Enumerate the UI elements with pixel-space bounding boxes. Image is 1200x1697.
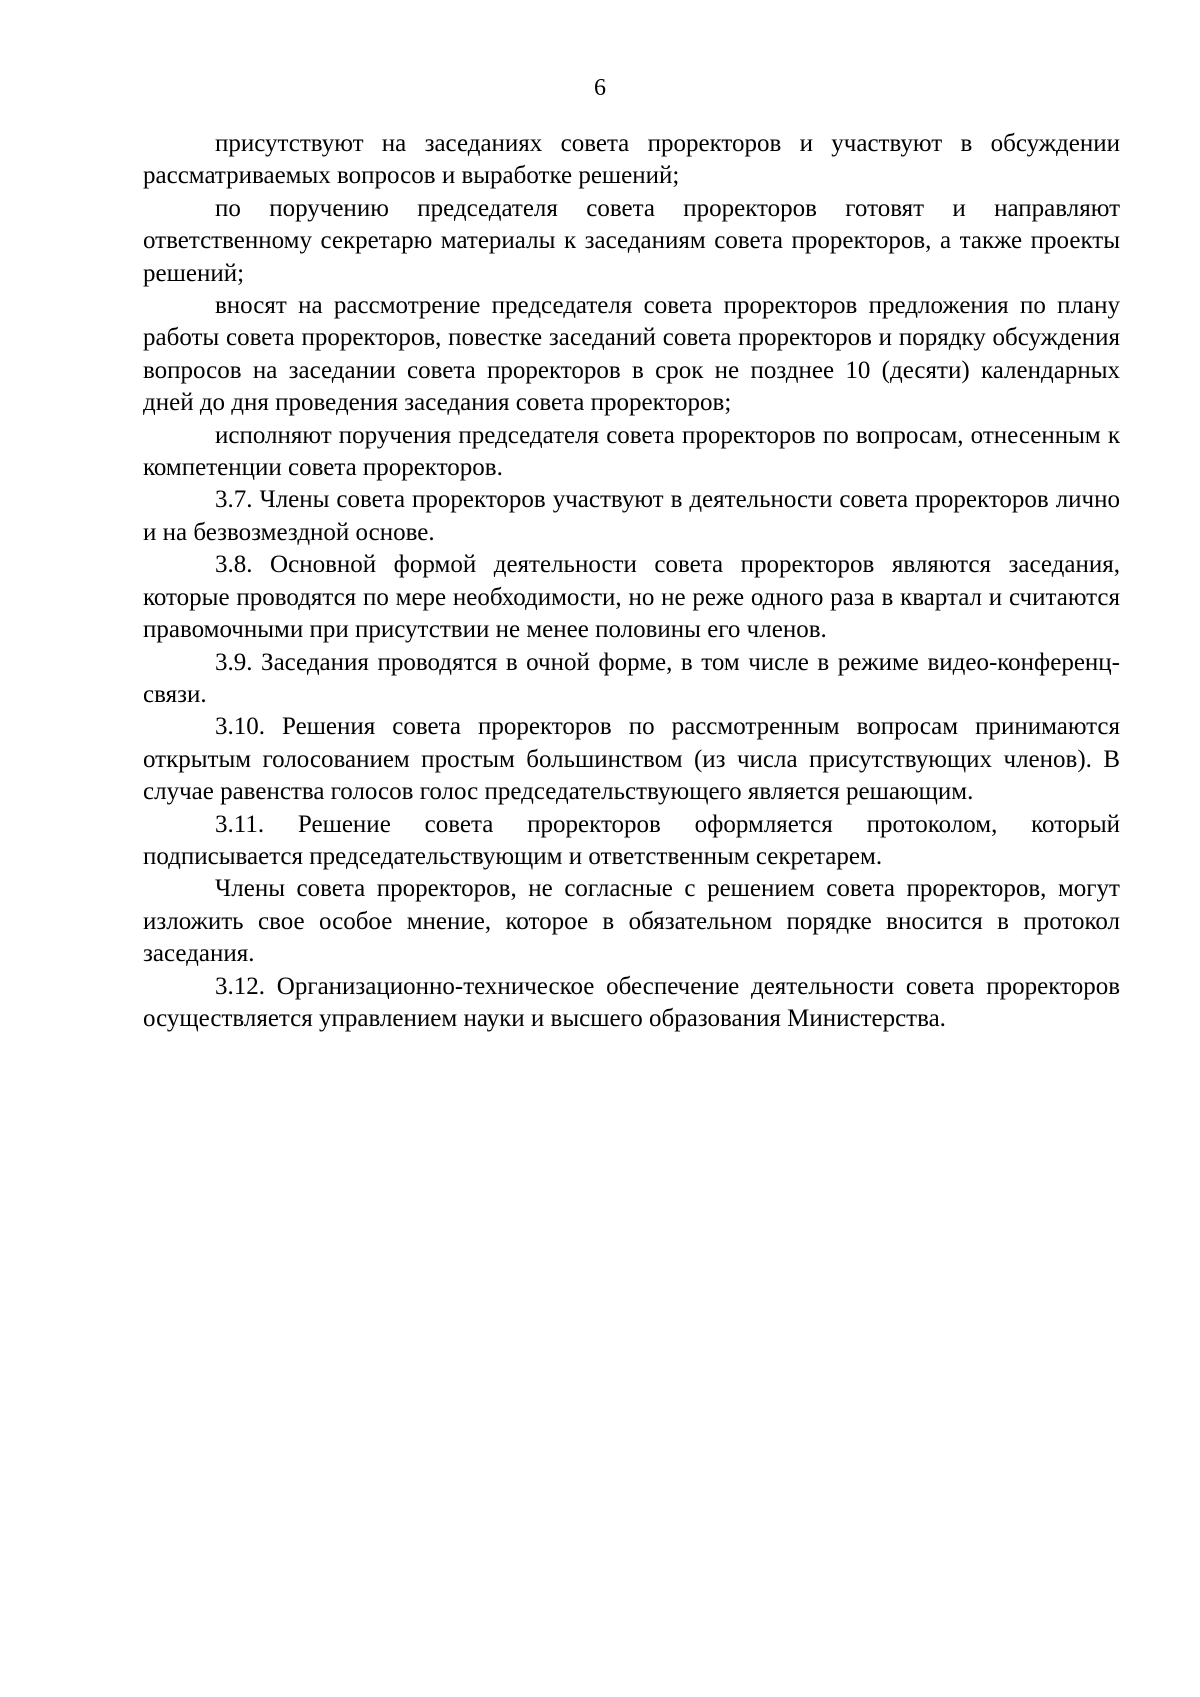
paragraph-dissenting-opinion: Члены совета проректоров, не согласные с решением совета проректоров, могут изложить свое особое мнение, которое в обязательном порядке вносится в протокол заседания. <box>143 875 1120 968</box>
page-number: 6 <box>594 75 606 101</box>
paragraph-participate-meetings: присутствуют на заседаниях совета проректоров и участвуют в обсуждении рассматриваемых вопросов и выработке решений; <box>143 130 1120 190</box>
paragraph-clause-3-8: 3.8. Основной формой деятельности совета проректоров являются заседания, которые проводятся по мере необходимости, но не реже одного раза в квартал и считаются правомочными при присутствии не менее половины его членов. <box>143 551 1120 644</box>
paragraph-execute-instructions: исполняют поручения председателя совета проректоров по вопросам, отнесенным к компетенции совета проректоров. <box>143 421 1120 482</box>
paragraph-clause-3-7: 3.7. Члены совета проректоров участвуют в деятельности совета проректоров лично и на безвозмездной основе. <box>143 486 1120 546</box>
paragraph-clause-3-12: 3.12. Организационно-техническое обеспечение деятельности совета проректоров осуществляется управлением науки и высшего образования Министерства. <box>143 972 1120 1032</box>
paragraph-clause-3-9: 3.9. Заседания проводятся в очной форме, в том числе в режиме видео-конференц-связи. <box>143 648 1120 708</box>
paragraph-submit-proposals: вносят на рассмотрение председателя совета проректоров предложения по плану работы совета проректоров, повестке заседаний совета проректоров и порядку обсуждения вопросов на заседании совета проректоров в срок не позднее 10 (десяти) календарных дней до дня проведения заседания совета проректоров; <box>143 292 1120 417</box>
paragraph-clause-3-11: 3.11. Решение совета проректоров оформляется протоколом, который подписывается председательствующим и ответственным секретарем. <box>143 810 1120 870</box>
paragraph-prepare-materials: по поручению председателя совета проректоров готовят и направляют ответственному секретарю материалы к заседаниям совета проректоров, а также проекты решений; <box>143 194 1120 287</box>
document-body <box>143 128 1120 1035</box>
paragraph-clause-3-10: 3.10. Решения совета проректоров по рассмотренным вопросам принимаются открытым голосованием простым большинством (из числа присутствующих членов). В случае равенства голосов голос председательствующего является решающим. <box>143 713 1120 806</box>
